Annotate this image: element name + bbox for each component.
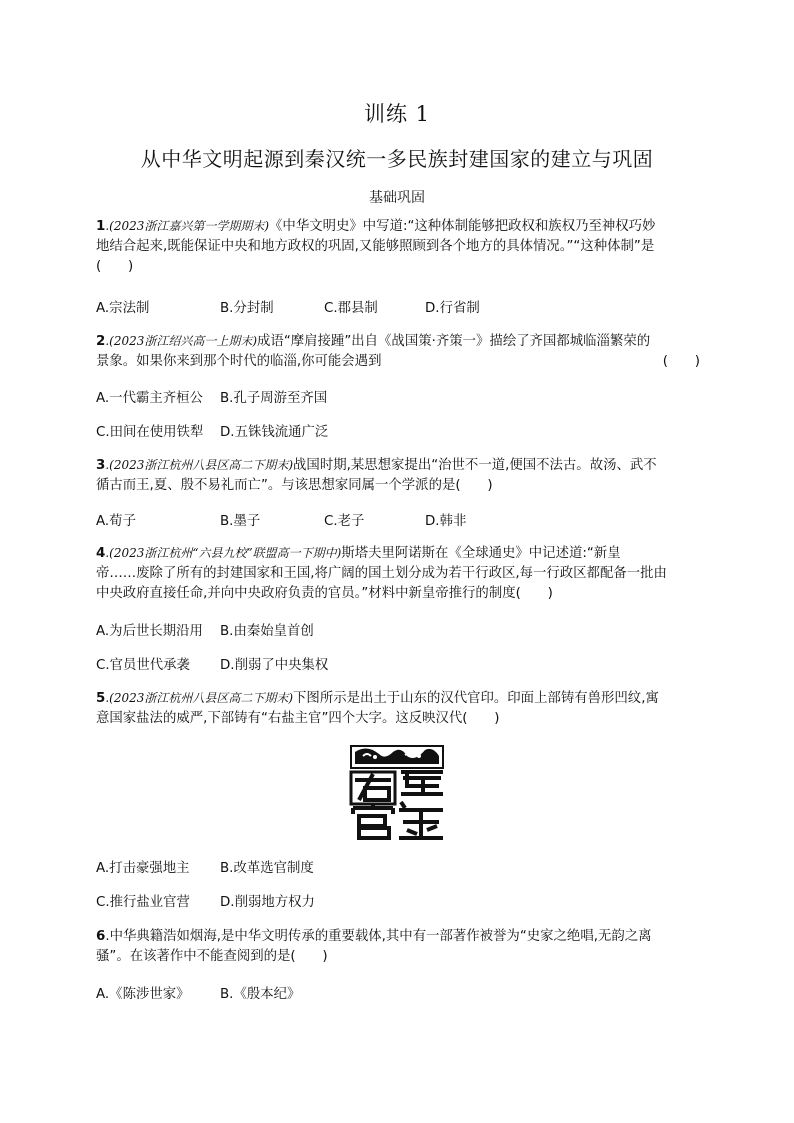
option-b[interactable]: B.《殷本纪》	[220, 987, 301, 1002]
option-d[interactable]: D.五铢钱流通广泛	[220, 425, 329, 440]
question-number: 5	[96, 691, 106, 706]
option-b[interactable]: B.改革选官制度	[220, 861, 314, 876]
question-text: 战国时期,某思想家提出“治世不一道,便国不法古。故汤、武不	[293, 458, 657, 473]
question-text: 《中华文明史》中写道:“这种体制能够把政权和族权乃至神权巧妙	[269, 219, 656, 234]
option-a[interactable]: A.荀子	[96, 514, 136, 529]
question-line	[96, 352, 700, 372]
han-seal-image	[345, 742, 449, 842]
option-a[interactable]: A.宗法制	[96, 301, 150, 316]
question-line: 中央政府直接任命,并向中央政府负责的官员。”材料中新皇帝推行的制度( )	[96, 586, 553, 601]
option-b[interactable]: B.孔子周游至齐国	[220, 391, 328, 406]
question-source: .(2023浙江杭州八县区高二下期末)	[105, 458, 294, 472]
option-c[interactable]: C.田间在使用铁犁	[96, 425, 204, 440]
question-text: 下图所示是出土于山东的汉代官印。印面上部铸有兽形凹纹,寓	[293, 691, 659, 706]
option-c[interactable]: C.郡县制	[324, 301, 378, 316]
question-1	[96, 216, 700, 277]
question-number: 6	[96, 929, 106, 944]
question-line	[96, 543, 700, 564]
option-b[interactable]: B.由秦始皇首创	[220, 624, 314, 639]
question-line: 地结合起来,既能保证中央和地方政权的巩固,又能够照顾到各个地方的具体情况。”“这种体制”是	[96, 239, 655, 254]
question-source: .(2023浙江杭州八县区高二下期末)	[105, 691, 294, 705]
option-a[interactable]: A.一代霸主齐桓公	[96, 391, 203, 406]
option-d[interactable]: D.韩非	[425, 514, 467, 529]
question-number: 1	[96, 219, 106, 234]
question-3	[96, 455, 700, 496]
question-number: 3	[96, 458, 106, 473]
option-c[interactable]: C.官员世代承袭	[96, 658, 190, 673]
question-6	[96, 927, 700, 967]
question-line: 意国家盐法的威严,下部铸有“右盐主官”四个大字。这反映汉代( )	[96, 711, 500, 726]
question-line: 循古而王,夏、殷不易礼而亡”。与该思想家同属一个学派的是( )	[96, 478, 493, 493]
option-a[interactable]: A.《陈涉世家》	[96, 987, 190, 1002]
question-number: 4	[96, 546, 106, 561]
option-c[interactable]: C.推行盐业官营	[96, 895, 190, 910]
question-5	[96, 688, 700, 729]
question-number: 2	[96, 334, 106, 349]
question-line	[96, 216, 700, 237]
section-heading: 基础巩固	[369, 190, 425, 206]
question-text: 中华典籍浩如烟海,是中华文明传承的重要载体,其中有一部著作被誉为“史家之绝唱,无韵之离	[109, 929, 652, 944]
question-source: .(2023浙江嘉兴第一学期期末)	[105, 219, 270, 233]
question-2	[96, 331, 700, 372]
answer-paren: ( )	[662, 354, 700, 369]
question-text: 景象。如果你来到那个时代的临淄,你可能会遇到	[96, 354, 382, 369]
option-a[interactable]: A.打击豪强地主	[96, 861, 190, 876]
option-a[interactable]: A.为后世长期沿用	[96, 624, 203, 639]
question-source: .(2023浙江绍兴高一上期末)	[105, 334, 258, 348]
option-d[interactable]: D.行省制	[425, 301, 480, 316]
option-d[interactable]: D.削弱了中央集权	[220, 658, 329, 673]
question-line	[96, 688, 700, 709]
question-text: 成语“摩肩接踵”出自《战国策·齐策一》描绘了齐国都城临淄繁荣的	[257, 334, 651, 349]
question-line: 帝……废除了所有的封建国家和王国,将广阔的国土划分成为若干行政区,每一行政区都配备一批由	[96, 566, 667, 581]
question-line	[96, 927, 700, 947]
question-line: 骚”。在该著作中不能查阅到的是( )	[96, 949, 328, 964]
option-b[interactable]: B.墨子	[220, 514, 261, 529]
option-d[interactable]: D.削弱地方权力	[220, 895, 315, 910]
page-title: 训练 1	[363, 102, 431, 126]
option-b[interactable]: B.分封制	[220, 301, 274, 316]
question-text: 斯塔夫里阿诺斯在《全球通史》中记述道:“新皇	[341, 546, 621, 561]
question-source: .	[105, 929, 110, 944]
answer-paren: ( )	[96, 259, 134, 274]
question-4	[96, 543, 700, 604]
question-line	[96, 331, 700, 352]
option-c[interactable]: C.老子	[324, 514, 365, 529]
question-source: .(2023浙江杭州“六县九校”联盟高一下期中)	[105, 546, 342, 560]
page-subtitle: 从中华文明起源到秦汉统一多民族封建国家的建立与巩固	[140, 147, 654, 171]
question-line	[96, 455, 700, 476]
